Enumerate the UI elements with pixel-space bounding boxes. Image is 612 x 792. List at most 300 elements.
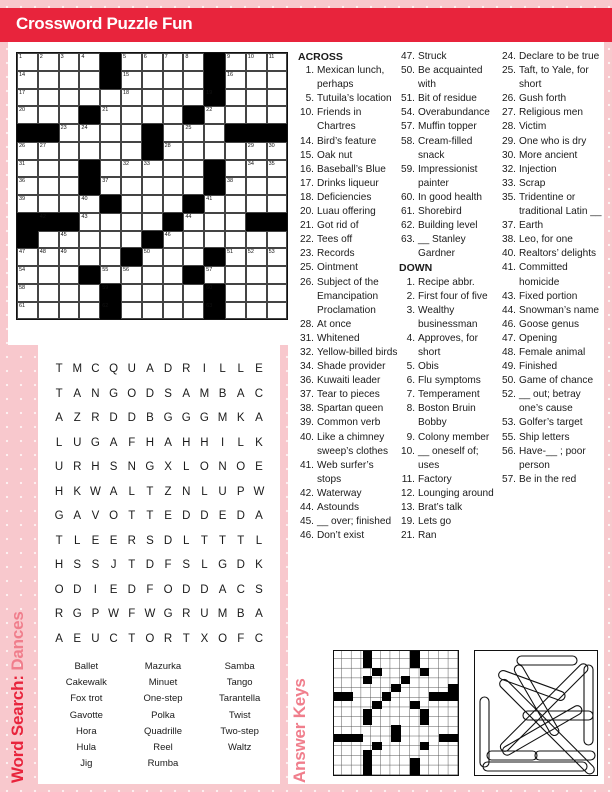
word-search-letter[interactable]: T	[128, 510, 136, 522]
crossword-cell[interactable]	[59, 142, 80, 160]
word-search-letter[interactable]: Z	[73, 412, 81, 424]
crossword-cell[interactable]	[121, 142, 142, 160]
crossword-cell[interactable]	[142, 177, 163, 195]
word-search-letter[interactable]: D	[182, 510, 191, 522]
word-search-letter[interactable]: Z	[164, 485, 172, 498]
word-search-letter[interactable]: K	[236, 412, 245, 424]
word-search-letter[interactable]: T	[200, 534, 208, 547]
word-search-letter[interactable]: L	[255, 534, 263, 547]
word-search-letter[interactable]: R	[182, 363, 191, 375]
crossword-cell[interactable]	[142, 302, 163, 320]
word-search-letter[interactable]: W	[144, 608, 156, 620]
word-search-letter[interactable]: X	[164, 461, 172, 473]
crossword-cell[interactable]	[79, 195, 100, 213]
word-search-letter[interactable]: T	[55, 363, 63, 375]
crossword-cell[interactable]	[38, 142, 59, 160]
crossword-cell[interactable]	[183, 71, 204, 89]
word-search-letter[interactable]: E	[109, 583, 118, 596]
word-search-letter[interactable]: S	[109, 461, 118, 473]
crossword-cell[interactable]	[267, 284, 288, 302]
word-search-letter[interactable]: N	[218, 461, 227, 473]
crossword-cell[interactable]	[163, 106, 184, 124]
word-search-letter[interactable]: K	[255, 436, 263, 449]
word-search-letter[interactable]: N	[91, 387, 100, 400]
crossword-cell[interactable]	[79, 231, 100, 249]
crossword-cell[interactable]	[142, 284, 163, 302]
crossword-cell[interactable]	[225, 89, 246, 107]
crossword-cell[interactable]	[121, 302, 142, 320]
word-search-letter[interactable]: O	[199, 461, 209, 473]
word-search-letter[interactable]: E	[73, 632, 82, 645]
word-search-letter[interactable]: L	[128, 485, 135, 498]
crossword-cell[interactable]	[246, 160, 267, 178]
word-search-letter[interactable]: L	[237, 436, 244, 449]
crossword-cell[interactable]	[225, 266, 246, 284]
crossword-cell[interactable]	[100, 177, 121, 195]
word-search-letter[interactable]: W	[89, 485, 101, 498]
word-search-letter[interactable]: D	[200, 510, 209, 522]
word-search-letter[interactable]: D	[127, 583, 136, 596]
word-search-letter[interactable]: O	[109, 510, 119, 522]
word-search-letter[interactable]: A	[164, 436, 172, 449]
word-search-letter[interactable]: L	[237, 363, 244, 375]
crossword-cell[interactable]	[38, 266, 59, 284]
crossword-cell[interactable]	[246, 106, 267, 124]
word-search-letter[interactable]: A	[73, 510, 82, 522]
crossword-cell[interactable]	[38, 248, 59, 266]
crossword-cell[interactable]	[79, 71, 100, 89]
word-search-letter[interactable]: H	[54, 485, 64, 498]
word-search-letter[interactable]: G	[181, 412, 191, 424]
crossword-cell[interactable]	[100, 124, 121, 142]
word-search-letter[interactable]: B	[236, 608, 245, 620]
crossword-cell[interactable]	[100, 106, 121, 124]
word-search-letter[interactable]: A	[218, 583, 227, 596]
crossword-cell[interactable]	[163, 177, 184, 195]
crossword-cell[interactable]	[100, 266, 121, 284]
word-search-letter[interactable]: R	[163, 632, 173, 645]
word-search-letter[interactable]: S	[146, 534, 154, 547]
word-search-letter[interactable]: A	[109, 436, 118, 449]
crossword-cell[interactable]	[267, 53, 288, 71]
crossword-cell[interactable]	[59, 231, 80, 249]
crossword-cell[interactable]	[246, 89, 267, 107]
word-search-letter[interactable]: F	[164, 559, 172, 571]
word-search-letter[interactable]: C	[254, 632, 264, 645]
word-search-letter[interactable]: A	[109, 485, 118, 498]
crossword-cell[interactable]	[246, 177, 267, 195]
word-search-letter[interactable]: I	[220, 436, 225, 449]
crossword-cell[interactable]	[142, 71, 163, 89]
crossword-cell[interactable]	[121, 231, 142, 249]
crossword-cell[interactable]	[142, 195, 163, 213]
word-search-letter[interactable]: X	[200, 632, 209, 645]
word-search-letter[interactable]: R	[54, 608, 64, 620]
crossword-cell[interactable]	[183, 248, 204, 266]
word-search-letter[interactable]: S	[255, 583, 263, 596]
crossword-cell[interactable]	[17, 195, 38, 213]
crossword-cell[interactable]	[121, 213, 142, 231]
crossword-cell[interactable]	[246, 266, 267, 284]
word-search-letter[interactable]: A	[182, 387, 191, 400]
crossword-cell[interactable]	[183, 53, 204, 71]
word-search-letter[interactable]: S	[182, 559, 191, 571]
word-search-letter[interactable]: F	[128, 608, 136, 620]
crossword-cell[interactable]	[17, 248, 38, 266]
crossword-cell[interactable]	[59, 160, 80, 178]
crossword-cell[interactable]	[17, 266, 38, 284]
crossword-cell[interactable]	[79, 124, 100, 142]
word-search-letter[interactable]: M	[199, 387, 210, 400]
crossword-cell[interactable]	[121, 195, 142, 213]
crossword-cell[interactable]	[38, 106, 59, 124]
crossword-cell[interactable]	[59, 195, 80, 213]
crossword-cell[interactable]	[183, 284, 204, 302]
word-search-letter[interactable]: M	[217, 608, 228, 620]
word-search-letter[interactable]: W	[108, 608, 119, 620]
crossword-cell[interactable]	[121, 106, 142, 124]
crossword-cell[interactable]	[225, 231, 246, 249]
crossword-cell[interactable]	[79, 213, 100, 231]
word-search-letter[interactable]: T	[219, 534, 227, 547]
crossword-cell[interactable]	[225, 284, 246, 302]
crossword-cell[interactable]	[79, 248, 100, 266]
word-search-letter[interactable]: R	[182, 608, 191, 620]
crossword-cell[interactable]	[267, 177, 288, 195]
crossword-cell[interactable]	[100, 213, 121, 231]
crossword-cell[interactable]	[246, 195, 267, 213]
crossword-cell[interactable]	[183, 302, 204, 320]
crossword-cell[interactable]	[246, 71, 267, 89]
crossword-cell[interactable]	[163, 195, 184, 213]
word-search-letter[interactable]: U	[73, 436, 82, 449]
word-search-letter[interactable]: G	[218, 559, 228, 571]
word-search-letter[interactable]: H	[145, 436, 155, 449]
word-search-letter[interactable]: T	[146, 485, 154, 498]
crossword-cell[interactable]	[163, 124, 184, 142]
crossword-cell[interactable]	[38, 71, 59, 89]
crossword-cell[interactable]	[183, 231, 204, 249]
word-search-letter[interactable]: U	[91, 632, 100, 645]
word-search-letter[interactable]: O	[127, 387, 137, 400]
word-search-letter[interactable]: G	[54, 510, 64, 522]
crossword-cell[interactable]	[267, 106, 288, 124]
crossword-cell[interactable]	[183, 89, 204, 107]
crossword-cell[interactable]	[121, 177, 142, 195]
word-search-letter[interactable]: N	[127, 461, 136, 473]
crossword-cell[interactable]	[79, 53, 100, 71]
crossword-cell[interactable]	[142, 213, 163, 231]
crossword-cell[interactable]	[204, 266, 225, 284]
word-search-letter[interactable]: S	[73, 559, 82, 571]
crossword-cell[interactable]	[17, 284, 38, 302]
crossword-cell[interactable]	[17, 71, 38, 89]
crossword-cell[interactable]	[38, 160, 59, 178]
word-search-letter[interactable]: T	[146, 510, 154, 522]
word-search-letter[interactable]: D	[127, 412, 136, 424]
word-search-letter[interactable]: H	[182, 436, 191, 449]
word-search-letter[interactable]: L	[201, 559, 208, 571]
word-search-letter[interactable]: T	[55, 534, 63, 547]
word-search-letter[interactable]: W	[253, 485, 265, 498]
crossword-cell[interactable]	[121, 53, 142, 71]
word-search-letter[interactable]: L	[55, 436, 63, 449]
word-search-letter[interactable]: C	[236, 583, 245, 596]
crossword-cell[interactable]	[59, 106, 80, 124]
word-search-letter[interactable]: U	[54, 461, 64, 473]
crossword-cell[interactable]	[121, 71, 142, 89]
crossword-cell[interactable]	[225, 106, 246, 124]
crossword-cell[interactable]	[38, 53, 59, 71]
word-search-letter[interactable]: Q	[109, 363, 119, 375]
word-search-letter[interactable]: A	[146, 363, 154, 375]
crossword-cell[interactable]	[17, 106, 38, 124]
word-search-letter[interactable]: F	[237, 632, 245, 645]
crossword-cell[interactable]	[17, 177, 38, 195]
crossword-cell[interactable]	[267, 142, 288, 160]
word-search-letter[interactable]: A	[255, 510, 263, 522]
word-search-letter[interactable]: C	[91, 363, 100, 375]
crossword-cell[interactable]	[142, 248, 163, 266]
word-search-letter[interactable]: O	[145, 632, 155, 645]
word-search-letter[interactable]: A	[55, 632, 63, 645]
word-search-letter[interactable]: A	[236, 387, 245, 400]
crossword-cell[interactable]	[163, 71, 184, 89]
word-search-letter[interactable]: L	[219, 363, 226, 375]
crossword-cell[interactable]	[17, 89, 38, 107]
word-search-letter[interactable]: E	[255, 461, 263, 473]
crossword-cell[interactable]	[246, 53, 267, 71]
word-search-letter[interactable]: L	[183, 461, 190, 473]
word-search-letter[interactable]: R	[73, 461, 82, 473]
crossword-cell[interactable]	[163, 302, 184, 320]
crossword-cell[interactable]	[121, 284, 142, 302]
crossword-cell[interactable]	[225, 213, 246, 231]
word-search-letter[interactable]: R	[91, 412, 100, 424]
crossword-cell[interactable]	[225, 53, 246, 71]
crossword-cell[interactable]	[163, 284, 184, 302]
word-search-letter[interactable]: C	[109, 632, 118, 645]
word-search-letter[interactable]: D	[109, 412, 118, 424]
crossword-cell[interactable]	[142, 160, 163, 178]
word-search-letter[interactable]: D	[200, 583, 209, 596]
crossword-cell[interactable]	[100, 248, 121, 266]
word-search-letter[interactable]: E	[255, 363, 263, 375]
word-search-letter[interactable]: U	[200, 608, 209, 620]
word-search-letter[interactable]: H	[54, 559, 64, 571]
crossword-cell[interactable]	[100, 160, 121, 178]
crossword-cell[interactable]	[121, 160, 142, 178]
crossword-cell[interactable]	[100, 89, 121, 107]
crossword-cell[interactable]	[183, 177, 204, 195]
word-search-letter[interactable]: F	[146, 583, 154, 596]
crossword-cell[interactable]	[183, 124, 204, 142]
crossword-cell[interactable]	[246, 142, 267, 160]
word-search-letter[interactable]: O	[236, 461, 246, 473]
crossword-cell[interactable]	[225, 302, 246, 320]
word-search-letter[interactable]: P	[236, 485, 245, 498]
word-search-letter[interactable]: G	[199, 412, 209, 424]
word-search-letter[interactable]: O	[163, 583, 173, 596]
word-search-letter[interactable]: N	[182, 485, 191, 498]
crossword-cell[interactable]	[59, 89, 80, 107]
word-search-letter[interactable]: K	[255, 559, 263, 571]
word-search-letter[interactable]: L	[183, 534, 190, 547]
word-search-letter[interactable]: G	[109, 387, 119, 400]
word-search-letter[interactable]: D	[236, 559, 245, 571]
word-search-letter[interactable]: I	[93, 583, 97, 596]
word-search-letter[interactable]: U	[218, 485, 227, 498]
crossword-cell[interactable]	[163, 248, 184, 266]
crossword-cell[interactable]	[225, 195, 246, 213]
word-search-letter[interactable]: P	[91, 608, 100, 620]
word-search-letter[interactable]: D	[236, 510, 245, 522]
crossword-cell[interactable]	[79, 142, 100, 160]
crossword-cell[interactable]	[204, 142, 225, 160]
crossword-cell[interactable]	[225, 71, 246, 89]
crossword-cell[interactable]	[163, 142, 184, 160]
crossword-cell[interactable]	[142, 266, 163, 284]
word-search-letter[interactable]: D	[163, 363, 173, 375]
crossword-cell[interactable]	[267, 89, 288, 107]
crossword-cell[interactable]	[163, 231, 184, 249]
crossword-cell[interactable]	[267, 248, 288, 266]
word-search-letter[interactable]: G	[163, 608, 173, 620]
word-search-letter[interactable]: L	[74, 534, 81, 547]
crossword-cell[interactable]	[142, 53, 163, 71]
crossword-cell[interactable]	[204, 124, 225, 142]
word-search-letter[interactable]: B	[146, 412, 154, 424]
crossword-cell[interactable]	[100, 231, 121, 249]
crossword-cell[interactable]	[246, 284, 267, 302]
crossword-cell[interactable]	[17, 160, 38, 178]
crossword-cell[interactable]	[59, 284, 80, 302]
crossword-cell[interactable]	[59, 53, 80, 71]
crossword-cell[interactable]	[59, 71, 80, 89]
crossword-cell[interactable]	[163, 89, 184, 107]
crossword-cell[interactable]	[267, 71, 288, 89]
word-search-letter[interactable]: B	[218, 387, 227, 400]
crossword-cell[interactable]	[17, 53, 38, 71]
crossword-cell[interactable]	[59, 266, 80, 284]
crossword-cell[interactable]	[225, 177, 246, 195]
crossword-cell[interactable]	[38, 195, 59, 213]
word-search-letter[interactable]: U	[127, 363, 136, 375]
crossword-cell[interactable]	[163, 160, 184, 178]
crossword-cell[interactable]	[38, 231, 59, 249]
word-search-letter[interactable]: M	[217, 412, 228, 424]
word-search-letter[interactable]: K	[73, 485, 82, 498]
crossword-cell[interactable]	[183, 142, 204, 160]
word-search-letter[interactable]: R	[127, 534, 136, 547]
word-search-letter[interactable]: I	[202, 363, 206, 375]
word-search-letter[interactable]: G	[145, 461, 155, 473]
crossword-cell[interactable]	[59, 124, 80, 142]
crossword-cell[interactable]	[225, 248, 246, 266]
word-search-letter[interactable]: A	[255, 412, 263, 424]
word-search-letter[interactable]: G	[90, 436, 100, 449]
word-search-letter[interactable]: D	[182, 583, 191, 596]
word-search-letter[interactable]: G	[163, 412, 173, 424]
word-search-letter[interactable]: A	[55, 412, 63, 424]
word-search-letter[interactable]: A	[255, 608, 263, 620]
crossword-cell[interactable]	[183, 160, 204, 178]
word-search-letter[interactable]: A	[73, 387, 82, 400]
crossword-cell[interactable]	[121, 89, 142, 107]
word-search-letter[interactable]: T	[55, 387, 63, 400]
crossword-cell[interactable]	[142, 106, 163, 124]
crossword-cell[interactable]	[79, 302, 100, 320]
word-search-letter[interactable]: M	[72, 363, 83, 375]
crossword-cell[interactable]	[38, 284, 59, 302]
crossword-cell[interactable]	[163, 266, 184, 284]
word-search-letter[interactable]: S	[91, 559, 100, 571]
crossword-cell[interactable]	[38, 89, 59, 107]
word-search-letter[interactable]: S	[164, 387, 172, 400]
word-search-letter[interactable]: H	[200, 436, 209, 449]
crossword-cell[interactable]	[204, 195, 225, 213]
crossword-cell[interactable]	[267, 302, 288, 320]
crossword-cell[interactable]	[267, 266, 288, 284]
crossword-cell[interactable]	[142, 89, 163, 107]
word-search-letter[interactable]: O	[218, 632, 228, 645]
word-search-letter[interactable]: E	[164, 510, 172, 522]
crossword-cell[interactable]	[183, 213, 204, 231]
crossword-cell[interactable]	[246, 248, 267, 266]
word-search-letter[interactable]: C	[254, 387, 264, 400]
crossword-cell[interactable]	[225, 142, 246, 160]
crossword-cell[interactable]	[59, 177, 80, 195]
word-search-letter[interactable]: V	[91, 510, 100, 522]
crossword-cell[interactable]	[38, 302, 59, 320]
crossword-cell[interactable]	[79, 89, 100, 107]
word-search-letter[interactable]: T	[237, 534, 245, 547]
crossword-cell[interactable]	[163, 53, 184, 71]
crossword-cell[interactable]	[246, 302, 267, 320]
crossword-cell[interactable]	[17, 302, 38, 320]
word-search-letter[interactable]: T	[182, 632, 190, 645]
word-search-letter[interactable]: E	[218, 510, 227, 522]
word-search-letter[interactable]: D	[145, 387, 155, 400]
word-search-letter[interactable]: E	[91, 534, 100, 547]
crossword-cell[interactable]	[100, 142, 121, 160]
crossword-cell[interactable]	[204, 231, 225, 249]
word-search-letter[interactable]: F	[128, 436, 136, 449]
crossword-cell[interactable]	[17, 142, 38, 160]
crossword-cell[interactable]	[246, 231, 267, 249]
word-search-letter[interactable]: E	[109, 534, 118, 547]
crossword-cell[interactable]	[204, 106, 225, 124]
crossword-cell[interactable]	[267, 231, 288, 249]
word-search-letter[interactable]: D	[163, 534, 173, 547]
word-search-letter[interactable]: L	[201, 485, 208, 498]
word-search-letter[interactable]: G	[72, 608, 82, 620]
crossword-cell[interactable]	[267, 195, 288, 213]
crossword-cell[interactable]	[38, 177, 59, 195]
crossword-cell[interactable]	[225, 160, 246, 178]
word-search-letter[interactable]: J	[110, 559, 117, 571]
crossword-cell[interactable]	[121, 266, 142, 284]
word-search-letter[interactable]: T	[128, 559, 136, 571]
crossword-cell[interactable]	[59, 302, 80, 320]
word-search-letter[interactable]: T	[128, 632, 136, 645]
word-search-letter[interactable]: D	[145, 559, 155, 571]
crossword-cell[interactable]	[204, 213, 225, 231]
crossword-cell[interactable]	[121, 124, 142, 142]
crossword-cell[interactable]	[59, 248, 80, 266]
crossword-cell[interactable]	[267, 160, 288, 178]
word-search-letter[interactable]: O	[54, 583, 64, 596]
